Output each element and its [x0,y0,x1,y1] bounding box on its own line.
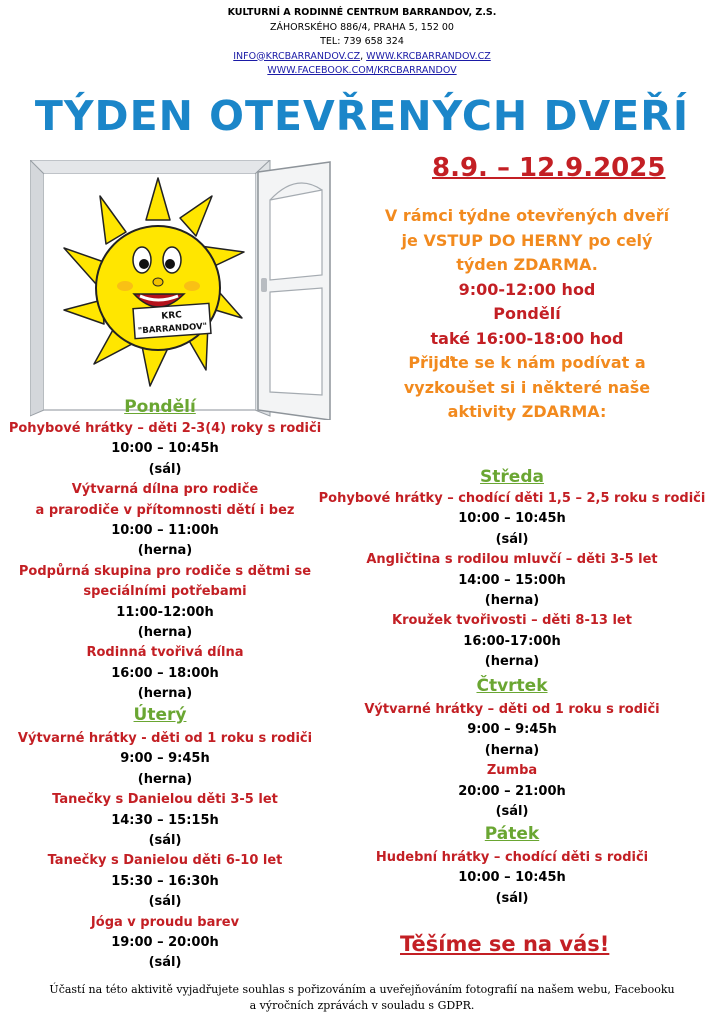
activity-room: (herna) [137,543,193,559]
org-contact-links [0,50,724,65]
activity-room: (herna) [137,771,193,787]
activity-time: 15:30 – 16:30h [111,873,219,889]
schedule-tuesday [0,729,330,974]
activity-title: Kroužek tvořivosti – děti 8-13 let [392,613,632,629]
activity-time: 10:00 – 10:45h [458,870,566,886]
activity-title: Výtvarné hrátky - děti od 1 roku s rodiči [17,731,313,746]
day-heading-thursday: Čtvrtek [476,676,548,696]
activity-title: speciálními potřebami [83,584,247,600]
link-separator: , [360,50,367,62]
event-dates: 8.9. – 12.9.2025 [432,153,666,183]
intro-line-6: aktivity ZDARMA: [447,402,607,421]
org-name: KULTURNÍ A RODINNÉ CENTRUM BARRANDOV, Z.S. [227,7,497,18]
activity-title: Angličtina s rodilou mluvčí – děti 3-5 let [366,552,658,568]
intro-line-3: týden ZDARMA. [456,255,598,274]
activity-title: Výtvarné hrátky – děti od 1 roku s rodiči [364,702,660,717]
activity-time: 10:00 – 10:45h [111,441,219,457]
email-link[interactable]: INFO@KRCBARRANDOV.CZ [233,50,361,62]
org-address: ZÁHORSKÉHO 886/4, PRAHA 5, 152 00 [270,21,454,33]
day-heading-friday: Pátek [484,824,540,844]
gdpr-consent-note [20,982,704,1014]
website-link[interactable]: WWW.KRCBARRANDOV.CZ [366,50,491,62]
intro-monday-extra: také 16:00-18:00 hod [430,328,624,348]
activity-time: 14:00 – 15:00h [458,572,566,588]
activity-room: (sál) [148,461,182,477]
activity-time: 19:00 – 20:00h [111,935,219,951]
svg-text:KRC: KRC [161,310,183,322]
intro-monday: Pondělí [493,304,561,323]
schedule-wednesday [302,489,722,673]
activity-time: 9:00 – 9:45h [120,751,210,767]
activity-title: Rodinná tvořivá dílna [86,645,244,661]
activity-time: 10:00 – 11:00h [111,523,219,539]
intro-line-5: vyzkoušet si i některé naše [403,377,651,397]
activity-title: Zumba [486,763,538,779]
activity-room: (herna) [137,686,193,702]
activity-title: Tanečky s Danielou děti 3-5 let [52,792,278,808]
activity-title: Hudební hrátky – chodící děti s rodiči [375,850,649,865]
activity-room: (herna) [484,593,540,609]
activity-room: (sál) [148,955,182,971]
activity-time: 11:00-12:00h [116,604,214,620]
day-heading-wednesday: Středa [480,467,544,487]
activity-room: (sál) [148,833,182,849]
activity-room: (herna) [137,625,193,641]
activity-title: Jóga v proudu barev [90,914,240,930]
organization-header [0,6,724,79]
activity-time: 16:00 – 18:00h [111,665,219,681]
consent-line-1: Účastí na této aktivitě vyjadřujete souhlas s pořizováním a uveřejňováním fotografií na našem webu, Facebooku [49,983,675,996]
consent-line-2: a výročních zprávách v souladu s GDPR. [249,999,475,1012]
activity-room: (herna) [484,742,540,758]
schedule-thursday [302,700,722,822]
intro-hours: 9:00-12:00 hod [458,279,596,299]
activity-time: 14:30 – 15:15h [111,812,219,828]
activity-title: Pohybové hrátky – chodící děti 1,5 – 2,5 roku s rodiči [318,491,706,506]
activity-room: (sál) [148,894,182,910]
sun-badge [133,303,211,338]
intro-line-2: je VSTUP DO HERNY po celý [401,230,653,250]
activity-title: Pohybové hrátky – děti 2-3(4) roky s rodiči [8,421,322,436]
activity-time: 20:00 – 21:00h [458,783,566,799]
day-heading-tuesday: Úterý [133,705,187,725]
activity-title: a prarodiče v přítomnosti dětí i bez [35,502,295,518]
activity-room: (sál) [495,890,529,906]
activity-title: Tanečky s Danielou děti 6-10 let [47,853,283,869]
day-heading-monday: Pondělí [124,397,196,417]
svg-text:"BARRANDOV": "BARRANDOV" [137,321,208,337]
activity-room: (sál) [495,804,529,820]
page-title: TÝDEN OTEVŘENÝCH DVEŘÍ [34,92,690,140]
activity-room: (herna) [484,654,540,670]
intro-line-4: Přijďte se k nám podívat a [408,353,646,372]
door-sun-illustration [30,160,400,420]
facebook-link[interactable]: WWW.FACEBOOK.COM/KRCBARRANDOV [267,65,457,76]
schedule-monday [0,419,330,705]
intro-text [382,204,672,425]
org-phone: TEL: 739 658 324 [320,36,404,47]
activity-time: 9:00 – 9:45h [467,722,557,738]
intro-line-1: V rámci týdne otevřených dveří [384,206,670,225]
activity-time: 10:00 – 10:45h [458,511,566,527]
activity-room: (sál) [495,531,529,547]
activity-title: Výtvarná dílna pro rodiče [71,482,259,498]
activity-time: 16:00-17:00h [463,633,561,649]
schedule-friday [302,848,722,909]
activity-title: Podpůrná skupina pro rodiče s dětmi se [18,563,312,579]
open-door [258,162,330,420]
closing-message: Těšíme se na vás! [400,932,610,956]
